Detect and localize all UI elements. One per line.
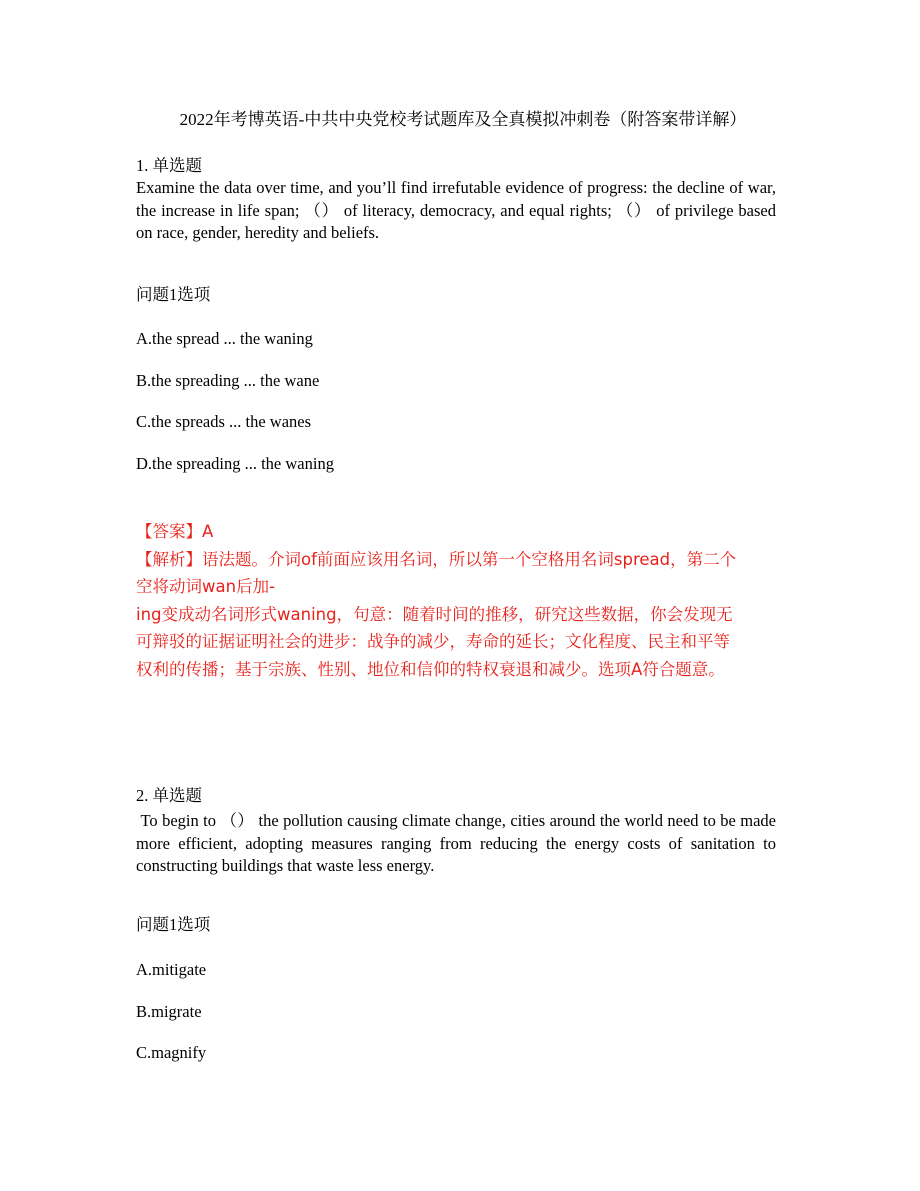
question-1-option-d: D.the spreading ... the waning xyxy=(136,454,334,473)
question-1-answer-block xyxy=(136,518,786,684)
question-1-analysis-line: 可辩驳的证据证明社会的进步：战争的减少，寿命的延长；文化程度、民主和平等 xyxy=(136,632,730,652)
question-1-analysis-line: 空将动词wan后加- xyxy=(136,577,276,597)
question-2-option-c: C.magnify xyxy=(136,1043,207,1062)
question-1-analysis-line: ing变成动名词形式waning，句意：随着时间的推移，研究这些数据，你会发现无 xyxy=(136,604,733,624)
question-1-stem: Examine the data over time, and you’ll find irrefutable evidence of progress: the decline of war, the increase in life span; （） of literacy, democracy, and equal rights; （） of privilege based on race, gender, heredity and beliefs. xyxy=(136,178,776,242)
question-1-analysis-line: 【解析】语法题。介词of前面应该用名词，所以第一个空格用名词spread，第二个 xyxy=(136,549,737,569)
document-title: 2022年考博英语-中共中央党校考试题库及全真模拟冲刺卷（附答案带详解） xyxy=(179,110,747,129)
question-2-stem: To begin to （） the pollution causing climate change, cities around the world need to be made more efficient, adopting measures ranging from reducing the energy costs of sanitation to constructing buildings that waste less energy. xyxy=(136,811,781,875)
question-2-option-b: B.migrate xyxy=(136,1002,202,1021)
question-1-option-b: B.the spreading ... the wane xyxy=(136,371,320,390)
question-1-answer: 【答案】A xyxy=(136,522,214,541)
question-1-option-a: A.the spread ... the waning xyxy=(136,329,313,348)
question-1-analysis-line: 权利的传播；基于宗族、性别、地位和信仰的特权衰退和减少。选项A符合题意。 xyxy=(136,659,725,679)
question-1-option-c: C.the spreads ... the wanes xyxy=(136,412,312,431)
question-1-number: 1. 单选题 xyxy=(136,156,202,175)
question-2-option-a: A.mitigate xyxy=(136,960,207,979)
question-2-number: 2. 单选题 xyxy=(136,786,202,805)
question-2-options-label: 问题1选项 xyxy=(136,915,211,934)
question-1-options-label: 问题1选项 xyxy=(136,285,211,304)
